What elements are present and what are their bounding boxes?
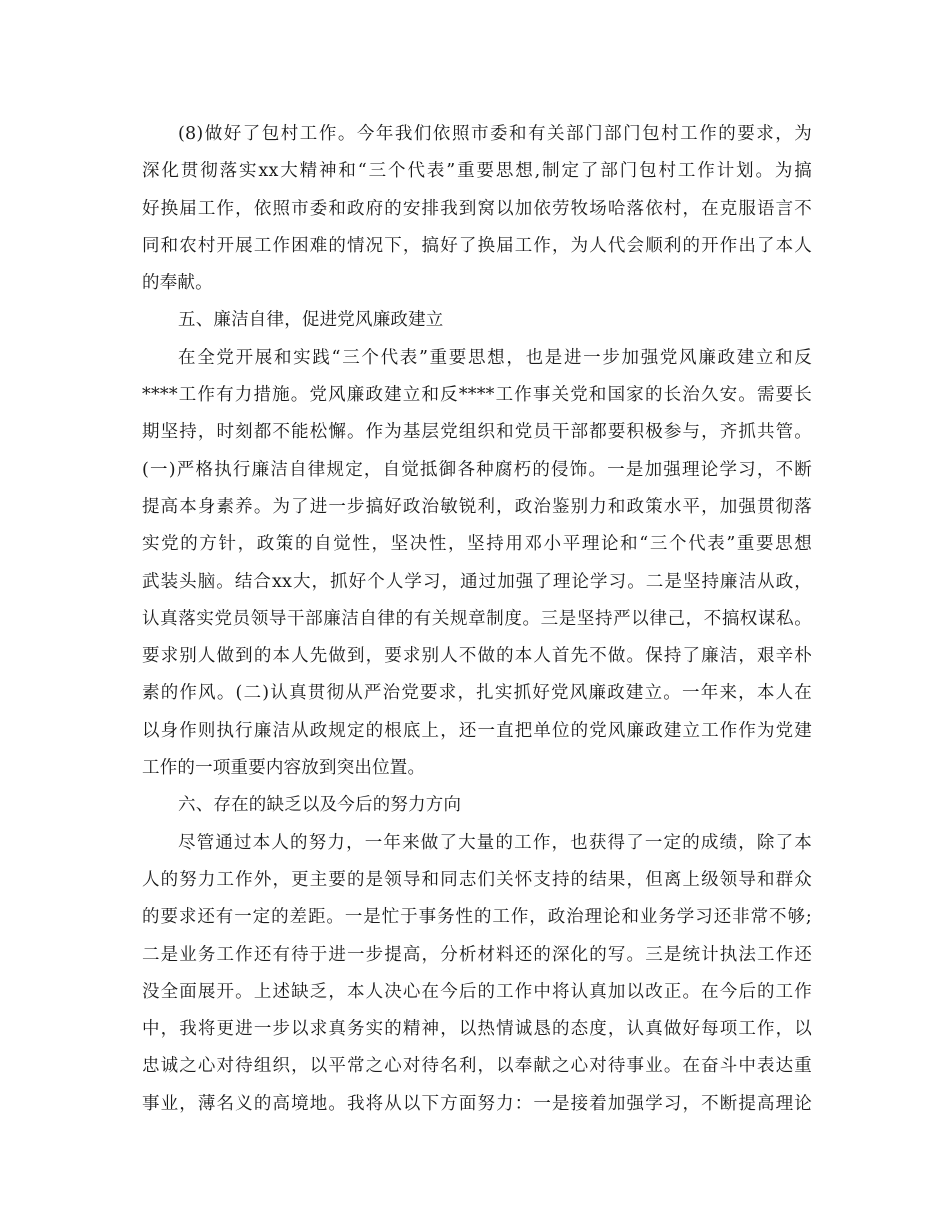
text-line: 认真落实党员领导干部廉洁自律的有关规章制度。三是坚持严以律己，不搞权谋私。 [142,608,812,629]
text-line: 好换届工作，依照市委和政府的安排我到窝以加依劳牧场哈落依村，在克服语言不 [142,198,812,219]
text-line: 事业，薄名义的高境地。我将从以下方面努力：一是接着加强学习，不断提高理论 [142,1093,812,1114]
text-line: 五、廉洁自律，促进党风廉政建立 [178,310,444,331]
text-line: 的奉献。 [142,273,213,294]
text-line: 中，我将更进一步以求真务实的精神，以热情诚恳的态度，认真做好每项工作，以 [142,1019,812,1040]
text-line: 人的努力工作外，更主要的是领导和同志们关怀支持的结果，但离上级领导和群众 [142,869,812,890]
text-line: 以身作则执行廉洁从政规定的根底上，还一直把单位的党风廉政建立工作作为党建 [142,720,812,741]
text-line: 提高本身素养。为了进一步搞好政治敏锐利，政治鉴别力和政策水平，加强贯彻落 [142,496,812,517]
text-line: (一)严格执行廉洁自律规定，自觉抵御各种腐朽的侵饰。一是加强理论学习，不断 [142,459,812,480]
text-line: 的要求还有一定的差距。一是忙于事务性的工作，政治理论和业务学习还非常不够; [142,907,812,928]
text-line: 素的作风。(二)认真贯彻从严治党要求，扎实抓好党风廉政建立。一年来，本人在 [142,683,812,704]
text-line: 六、存在的缺乏以及今后的努力方向 [178,795,462,816]
text-line: 实党的方针，政策的自觉性，坚决性，坚持用邓小平理论和“三个代表”重要思想 [142,534,812,555]
text-line: 忠诚之心对待组织，以平常之心对待名利，以奉献之心对待事业。在奋斗中表达重 [142,1056,812,1077]
text-line: 尽管通过本人的努力，一年来做了大量的工作，也获得了一定的成绩，除了本 [178,832,812,853]
text-line: 期坚持，时刻都不能松懈。作为基层党组织和党员干部都要积极参与，齐抓共管。 [142,422,812,443]
text-line: 工作的一项重要内容放到突出位置。 [142,758,426,779]
text-line: 二是业务工作还有待于进一步提高，分析材料还的深化的写。三是统计执法工作还 [142,944,812,965]
text-line: 在全党开展和实践“三个代表”重要思想，也是进一步加强党风廉政建立和反 [178,347,812,368]
text-line: 没全面展开。上述缺乏，本人决心在今后的工作中将认真加以改正。在今后的工作 [142,981,812,1002]
document-body [142,116,812,1123]
text-line: 要求别人做到的本人先做到，要求别人不做的本人首先不做。保持了廉洁，艰辛朴 [142,646,812,667]
text-line: (8)做好了包村工作。今年我们依照市委和有关部门部门包村工作的要求，为 [178,124,812,144]
text-line: 武装头脑。结合xx大，抓好个人学习，通过加强了理论学习。二是坚持廉洁从政， [142,571,812,592]
text-line: 同和农村开展工作困难的情况下，搞好了换届工作，为人代会顺利的开作出了本人 [142,235,812,256]
text-line: 深化贯彻落实xx大精神和“三个代表”重要思想,制定了部门包村工作计划。为搞 [142,161,812,182]
text-line: ****工作有力措施。党风廉政建立和反****工作事关党和国家的长治久安。需要长 [142,385,812,406]
